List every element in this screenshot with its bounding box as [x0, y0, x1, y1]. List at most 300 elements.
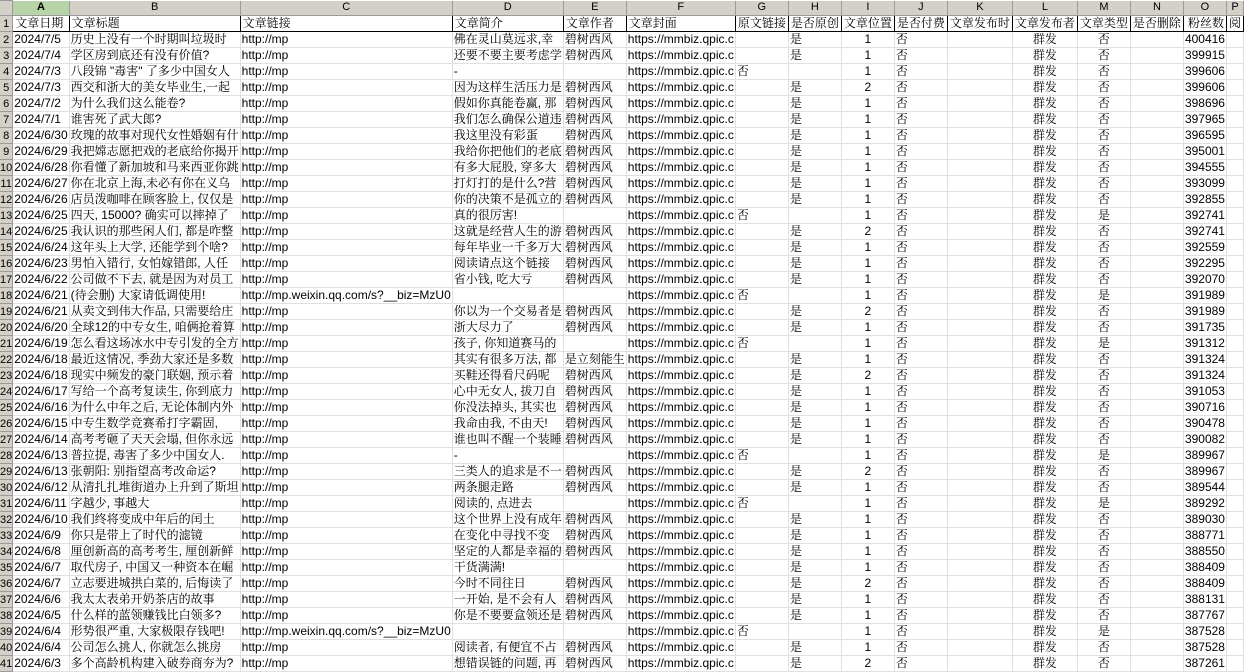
row-header[interactable]: 17: [0, 273, 13, 286]
table-cell[interactable]: [1183, 576, 1226, 592]
column-header-c[interactable]: C: [240, 1, 452, 16]
table-cell[interactable]: [947, 32, 1012, 48]
table-cell[interactable]: [13, 80, 69, 96]
table-cell[interactable]: [894, 240, 947, 256]
table-cell[interactable]: [1130, 112, 1183, 128]
column-header-m[interactable]: M: [1077, 1, 1130, 16]
table-cell[interactable]: [240, 416, 452, 432]
table-cell[interactable]: [563, 432, 626, 448]
table-cell[interactable]: [240, 304, 452, 320]
table-cell[interactable]: [841, 112, 894, 128]
table-cell[interactable]: [1077, 160, 1130, 176]
table-cell[interactable]: [894, 272, 947, 288]
table-cell[interactable]: [894, 560, 947, 576]
table-row[interactable]: [0, 224, 1244, 240]
table-cell[interactable]: [947, 144, 1012, 160]
table-cell[interactable]: [13, 416, 69, 432]
table-cell[interactable]: [1226, 208, 1243, 224]
table-cell[interactable]: [947, 656, 1012, 672]
column-header-a[interactable]: A: [13, 1, 69, 16]
table-cell[interactable]: [452, 608, 563, 624]
table-cell[interactable]: [13, 656, 69, 672]
table-cell[interactable]: [563, 608, 626, 624]
table-cell[interactable]: [1077, 432, 1130, 448]
table-cell[interactable]: [947, 368, 1012, 384]
table-cell[interactable]: [240, 128, 452, 144]
table-cell[interactable]: [240, 192, 452, 208]
table-cell[interactable]: [1183, 128, 1226, 144]
row-header[interactable]: 27: [0, 433, 13, 446]
table-cell[interactable]: [240, 544, 452, 560]
table-row[interactable]: [0, 160, 1244, 176]
table-cell[interactable]: [947, 272, 1012, 288]
table-cell[interactable]: [1012, 544, 1077, 560]
table-cell[interactable]: [626, 96, 735, 112]
table-cell[interactable]: [894, 336, 947, 352]
table-cell[interactable]: [788, 288, 841, 304]
table-cell[interactable]: [788, 352, 841, 368]
table-cell[interactable]: [1130, 208, 1183, 224]
column-title-cell[interactable]: [1183, 16, 1226, 32]
table-cell[interactable]: [788, 416, 841, 432]
table-row[interactable]: [0, 496, 1244, 512]
table-cell[interactable]: [1012, 496, 1077, 512]
table-cell[interactable]: [788, 96, 841, 112]
table-row[interactable]: [0, 16, 1244, 32]
table-cell[interactable]: [841, 96, 894, 112]
table-cell[interactable]: [563, 288, 626, 304]
table-cell[interactable]: [735, 592, 788, 608]
table-cell[interactable]: [240, 432, 452, 448]
table-cell[interactable]: [626, 160, 735, 176]
table-cell[interactable]: [841, 464, 894, 480]
table-cell[interactable]: [735, 320, 788, 336]
table-cell[interactable]: [947, 448, 1012, 464]
table-cell[interactable]: [1226, 272, 1243, 288]
table-cell[interactable]: [788, 208, 841, 224]
table-cell[interactable]: [563, 368, 626, 384]
table-cell[interactable]: [1183, 352, 1226, 368]
table-cell[interactable]: [1226, 656, 1243, 672]
row-header[interactable]: 14: [0, 225, 13, 238]
table-cell[interactable]: [1012, 240, 1077, 256]
table-cell[interactable]: [894, 96, 947, 112]
table-cell[interactable]: [735, 464, 788, 480]
table-cell[interactable]: [452, 192, 563, 208]
table-cell[interactable]: [69, 448, 240, 464]
table-row[interactable]: [0, 416, 1244, 432]
table-cell[interactable]: [452, 256, 563, 272]
table-cell[interactable]: [1012, 144, 1077, 160]
table-cell[interactable]: [894, 48, 947, 64]
table-cell[interactable]: [240, 64, 452, 80]
table-cell[interactable]: [240, 208, 452, 224]
row-header[interactable]: 23: [0, 369, 13, 382]
table-cell[interactable]: [1130, 128, 1183, 144]
table-cell[interactable]: [452, 352, 563, 368]
table-cell[interactable]: [894, 352, 947, 368]
table-cell[interactable]: [1012, 480, 1077, 496]
table-cell[interactable]: [841, 640, 894, 656]
table-cell[interactable]: [69, 416, 240, 432]
table-row[interactable]: [0, 544, 1244, 560]
table-cell[interactable]: [1077, 176, 1130, 192]
table-cell[interactable]: [841, 160, 894, 176]
row-header[interactable]: 6: [0, 96, 13, 112]
table-cell[interactable]: [452, 528, 563, 544]
table-cell[interactable]: [1077, 512, 1130, 528]
table-cell[interactable]: [1130, 272, 1183, 288]
column-header-j[interactable]: J: [894, 1, 947, 16]
table-cell[interactable]: [1183, 144, 1226, 160]
table-cell[interactable]: [1183, 176, 1226, 192]
table-cell[interactable]: [1183, 240, 1226, 256]
table-cell[interactable]: [1130, 608, 1183, 624]
row-header[interactable]: 39: [0, 625, 13, 638]
table-cell[interactable]: [1077, 288, 1130, 304]
table-cell[interactable]: [1012, 336, 1077, 352]
table-row[interactable]: [0, 256, 1244, 272]
table-cell[interactable]: [69, 160, 240, 176]
table-cell[interactable]: [1183, 48, 1226, 64]
table-cell[interactable]: [788, 528, 841, 544]
table-cell[interactable]: [894, 448, 947, 464]
table-cell[interactable]: [240, 288, 452, 304]
table-cell[interactable]: [240, 320, 452, 336]
table-cell[interactable]: [841, 80, 894, 96]
table-cell[interactable]: [1130, 528, 1183, 544]
table-cell[interactable]: [1012, 128, 1077, 144]
table-cell[interactable]: [1012, 656, 1077, 672]
table-cell[interactable]: [841, 176, 894, 192]
table-cell[interactable]: [788, 368, 841, 384]
row-header[interactable]: 10: [0, 161, 13, 174]
table-cell[interactable]: [1226, 80, 1243, 96]
table-cell[interactable]: [1130, 544, 1183, 560]
table-cell[interactable]: [626, 112, 735, 128]
row-header[interactable]: 26: [0, 417, 13, 430]
table-cell[interactable]: [563, 384, 626, 400]
table-cell[interactable]: [947, 96, 1012, 112]
table-cell[interactable]: [240, 160, 452, 176]
table-cell[interactable]: [894, 288, 947, 304]
table-row[interactable]: [0, 192, 1244, 208]
table-cell[interactable]: [1226, 480, 1243, 496]
table-cell[interactable]: [69, 272, 240, 288]
table-cell[interactable]: [626, 240, 735, 256]
table-cell[interactable]: [788, 496, 841, 512]
column-title-cell[interactable]: [626, 16, 735, 32]
row-header[interactable]: 22: [0, 353, 13, 366]
table-cell[interactable]: [563, 64, 626, 80]
table-cell[interactable]: [452, 160, 563, 176]
table-cell[interactable]: [735, 32, 788, 48]
table-cell[interactable]: [69, 176, 240, 192]
table-cell[interactable]: [240, 224, 452, 240]
table-cell[interactable]: [735, 224, 788, 240]
table-cell[interactable]: [1226, 544, 1243, 560]
table-cell[interactable]: [452, 144, 563, 160]
table-cell[interactable]: [563, 272, 626, 288]
table-cell[interactable]: [69, 256, 240, 272]
table-row[interactable]: [0, 384, 1244, 400]
table-cell[interactable]: [947, 352, 1012, 368]
table-cell[interactable]: [626, 576, 735, 592]
table-cell[interactable]: [452, 320, 563, 336]
column-title-cell[interactable]: [735, 16, 788, 32]
table-cell[interactable]: [1077, 496, 1130, 512]
table-cell[interactable]: [841, 608, 894, 624]
column-header-n[interactable]: N: [1130, 1, 1183, 16]
table-row[interactable]: [0, 304, 1244, 320]
table-cell[interactable]: [563, 640, 626, 656]
table-cell[interactable]: [626, 544, 735, 560]
table-cell[interactable]: [1226, 96, 1243, 112]
table-cell[interactable]: [735, 272, 788, 288]
table-cell[interactable]: [1183, 304, 1226, 320]
table-cell[interactable]: [841, 368, 894, 384]
table-cell[interactable]: [735, 144, 788, 160]
table-cell[interactable]: [1226, 608, 1243, 624]
table-cell[interactable]: [947, 416, 1012, 432]
table-cell[interactable]: [1130, 48, 1183, 64]
table-cell[interactable]: [788, 160, 841, 176]
table-cell[interactable]: [894, 496, 947, 512]
table-row[interactable]: [0, 320, 1244, 336]
table-cell[interactable]: [947, 608, 1012, 624]
row-header[interactable]: 31: [0, 497, 13, 510]
table-cell[interactable]: [841, 288, 894, 304]
table-cell[interactable]: [1183, 592, 1226, 608]
column-title-cell[interactable]: [1077, 16, 1130, 32]
table-cell[interactable]: [1077, 256, 1130, 272]
table-cell[interactable]: [1077, 416, 1130, 432]
table-cell[interactable]: [1012, 528, 1077, 544]
table-cell[interactable]: [626, 480, 735, 496]
table-cell[interactable]: [13, 592, 69, 608]
table-cell[interactable]: [1226, 352, 1243, 368]
table-cell[interactable]: [1012, 592, 1077, 608]
table-cell[interactable]: [452, 416, 563, 432]
table-cell[interactable]: [240, 576, 452, 592]
table-cell[interactable]: [452, 176, 563, 192]
table-cell[interactable]: [626, 640, 735, 656]
table-cell[interactable]: [69, 624, 240, 640]
table-row[interactable]: [0, 400, 1244, 416]
table-cell[interactable]: [1077, 448, 1130, 464]
table-cell[interactable]: [1012, 624, 1077, 640]
table-cell[interactable]: [563, 592, 626, 608]
column-title-cell[interactable]: [240, 16, 452, 32]
row-header[interactable]: 19: [0, 305, 13, 318]
table-cell[interactable]: [1130, 256, 1183, 272]
table-cell[interactable]: [69, 544, 240, 560]
row-header[interactable]: 38: [0, 609, 13, 622]
row-header[interactable]: 34: [0, 545, 13, 558]
table-cell[interactable]: [788, 608, 841, 624]
table-cell[interactable]: [69, 432, 240, 448]
table-cell[interactable]: [563, 144, 626, 160]
table-cell[interactable]: [563, 336, 626, 352]
table-cell[interactable]: [1183, 464, 1226, 480]
table-cell[interactable]: [841, 592, 894, 608]
table-cell[interactable]: [841, 576, 894, 592]
table-cell[interactable]: [563, 560, 626, 576]
table-cell[interactable]: [563, 240, 626, 256]
table-cell[interactable]: [841, 224, 894, 240]
table-cell[interactable]: [1130, 96, 1183, 112]
table-cell[interactable]: [1183, 544, 1226, 560]
table-cell[interactable]: [626, 592, 735, 608]
table-cell[interactable]: [1183, 272, 1226, 288]
table-cell[interactable]: [1183, 320, 1226, 336]
table-cell[interactable]: [626, 32, 735, 48]
column-header-g[interactable]: G: [735, 1, 788, 16]
table-cell[interactable]: [788, 432, 841, 448]
table-cell[interactable]: [894, 608, 947, 624]
table-cell[interactable]: [1077, 480, 1130, 496]
table-cell[interactable]: [894, 592, 947, 608]
table-cell[interactable]: [894, 400, 947, 416]
table-cell[interactable]: [563, 176, 626, 192]
table-cell[interactable]: [1012, 352, 1077, 368]
table-cell[interactable]: [1077, 528, 1130, 544]
table-cell[interactable]: [240, 240, 452, 256]
table-cell[interactable]: [626, 624, 735, 640]
table-cell[interactable]: [563, 624, 626, 640]
table-cell[interactable]: [1226, 224, 1243, 240]
table-cell[interactable]: [947, 320, 1012, 336]
table-cell[interactable]: [563, 576, 626, 592]
column-title-cell[interactable]: [947, 16, 1012, 32]
row-header[interactable]: 1: [0, 16, 13, 32]
table-cell[interactable]: [452, 304, 563, 320]
table-cell[interactable]: [626, 128, 735, 144]
table-cell[interactable]: [13, 192, 69, 208]
table-cell[interactable]: [626, 368, 735, 384]
table-cell[interactable]: [894, 320, 947, 336]
table-cell[interactable]: [240, 112, 452, 128]
table-cell[interactable]: [1183, 336, 1226, 352]
table-cell[interactable]: [1077, 384, 1130, 400]
table-cell[interactable]: [894, 640, 947, 656]
table-cell[interactable]: [894, 384, 947, 400]
table-cell[interactable]: [1012, 560, 1077, 576]
table-cell[interactable]: [69, 80, 240, 96]
table-cell[interactable]: [841, 656, 894, 672]
table-row[interactable]: [0, 656, 1244, 672]
table-cell[interactable]: [240, 464, 452, 480]
table-cell[interactable]: [240, 608, 452, 624]
table-cell[interactable]: [788, 400, 841, 416]
table-cell[interactable]: [894, 80, 947, 96]
table-cell[interactable]: [841, 48, 894, 64]
table-cell[interactable]: [13, 576, 69, 592]
table-cell[interactable]: [13, 560, 69, 576]
table-cell[interactable]: [69, 304, 240, 320]
table-cell[interactable]: [69, 496, 240, 512]
table-cell[interactable]: [788, 592, 841, 608]
table-cell[interactable]: [735, 512, 788, 528]
table-cell[interactable]: [735, 240, 788, 256]
row-header[interactable]: 12: [0, 193, 13, 206]
table-cell[interactable]: [1183, 528, 1226, 544]
column-title-cell[interactable]: [1226, 16, 1243, 32]
table-cell[interactable]: [1077, 304, 1130, 320]
table-cell[interactable]: [1012, 80, 1077, 96]
table-cell[interactable]: [452, 128, 563, 144]
table-cell[interactable]: [1012, 176, 1077, 192]
table-cell[interactable]: [1077, 464, 1130, 480]
table-cell[interactable]: [735, 80, 788, 96]
table-cell[interactable]: [13, 464, 69, 480]
table-cell[interactable]: [735, 352, 788, 368]
table-cell[interactable]: [69, 352, 240, 368]
table-cell[interactable]: [626, 256, 735, 272]
table-cell[interactable]: [563, 448, 626, 464]
table-cell[interactable]: [788, 240, 841, 256]
table-cell[interactable]: [563, 80, 626, 96]
table-cell[interactable]: [563, 544, 626, 560]
table-cell[interactable]: [1130, 480, 1183, 496]
column-header-b[interactable]: B: [69, 1, 240, 16]
table-cell[interactable]: [1183, 448, 1226, 464]
table-cell[interactable]: [1130, 64, 1183, 80]
table-cell[interactable]: [626, 272, 735, 288]
table-cell[interactable]: [841, 304, 894, 320]
table-cell[interactable]: [1077, 128, 1130, 144]
table-cell[interactable]: [626, 416, 735, 432]
table-cell[interactable]: [841, 384, 894, 400]
table-cell[interactable]: [947, 128, 1012, 144]
table-cell[interactable]: [563, 224, 626, 240]
table-cell[interactable]: [894, 128, 947, 144]
table-cell[interactable]: [240, 384, 452, 400]
table-cell[interactable]: [1130, 400, 1183, 416]
table-cell[interactable]: [1077, 320, 1130, 336]
table-cell[interactable]: [1183, 32, 1226, 48]
table-cell[interactable]: [947, 640, 1012, 656]
table-cell[interactable]: [735, 560, 788, 576]
table-cell[interactable]: [452, 336, 563, 352]
table-cell[interactable]: [841, 544, 894, 560]
table-cell[interactable]: [894, 544, 947, 560]
table-cell[interactable]: [1226, 432, 1243, 448]
table-cell[interactable]: [1130, 160, 1183, 176]
table-cell[interactable]: [240, 400, 452, 416]
table-row[interactable]: [0, 624, 1244, 640]
table-cell[interactable]: [947, 384, 1012, 400]
table-cell[interactable]: [1226, 160, 1243, 176]
table-cell[interactable]: [788, 64, 841, 80]
table-cell[interactable]: [841, 560, 894, 576]
table-cell[interactable]: [1012, 96, 1077, 112]
table-cell[interactable]: [735, 208, 788, 224]
table-cell[interactable]: [69, 528, 240, 544]
table-cell[interactable]: [947, 208, 1012, 224]
table-cell[interactable]: [841, 320, 894, 336]
row-header[interactable]: 21: [0, 337, 13, 350]
row-header[interactable]: 16: [0, 257, 13, 270]
table-cell[interactable]: [1226, 592, 1243, 608]
table-cell[interactable]: [69, 592, 240, 608]
table-cell[interactable]: [1183, 608, 1226, 624]
table-cell[interactable]: [452, 240, 563, 256]
table-cell[interactable]: [13, 320, 69, 336]
table-cell[interactable]: [452, 448, 563, 464]
table-cell[interactable]: [1183, 224, 1226, 240]
row-header[interactable]: 24: [0, 385, 13, 398]
